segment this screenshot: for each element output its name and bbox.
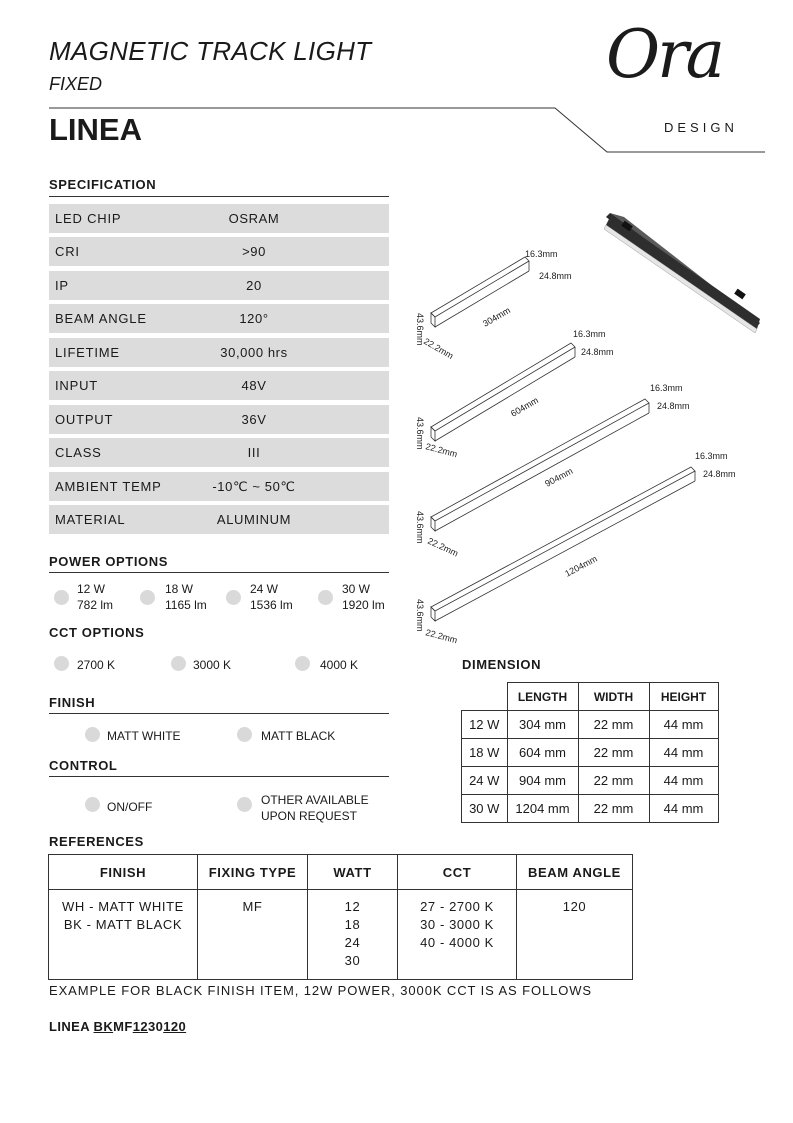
- track-bar-304: [431, 257, 529, 327]
- length-label: 904mm: [543, 465, 575, 489]
- spec-value: 120°: [239, 311, 269, 326]
- table-cell: MF: [198, 890, 308, 980]
- spec-value: >90: [242, 244, 266, 259]
- width-label: 16.3mm: [650, 383, 683, 393]
- spec-row: [49, 371, 389, 400]
- spec-value: 30,000 hrs: [220, 345, 288, 360]
- spec-row: [49, 237, 389, 266]
- height-label: 43.6mm: [415, 417, 425, 450]
- cct-option-label: 3000 K: [193, 658, 232, 672]
- table-cell: 22 mm: [578, 739, 649, 767]
- depth-label: 24.8mm: [703, 469, 736, 479]
- table-row: [49, 890, 633, 980]
- height-label: 43.6mm: [415, 313, 425, 346]
- table-cell: 604 mm: [507, 739, 578, 767]
- table-cell: 44 mm: [649, 711, 718, 739]
- spec-value: 48V: [241, 378, 267, 393]
- spec-row: [49, 438, 389, 467]
- cct-option-label: 2700 K: [77, 658, 116, 672]
- spec-row: [49, 472, 389, 501]
- control-option-radio[interactable]: [237, 797, 252, 812]
- finish-heading: FINISH: [49, 695, 96, 710]
- table-cell: [462, 683, 508, 711]
- table-cell: 1204 mm: [507, 795, 578, 823]
- page-subtitle: FIXED: [49, 74, 103, 94]
- depth-label: 24.8mm: [539, 271, 572, 281]
- spec-label: MATERIAL: [55, 512, 126, 527]
- table-header-cell: FIXING TYPE: [198, 855, 308, 890]
- table-cell: 18 W: [462, 739, 508, 767]
- example-code: LINEA BKMF1230120: [49, 1019, 187, 1034]
- table-row: [462, 795, 719, 823]
- specification-heading: SPECIFICATION: [49, 177, 157, 192]
- ora-logo: Ora: [606, 16, 723, 93]
- table-row: [462, 739, 719, 767]
- control-other-label: OTHER AVAILABLE UPON REQUEST: [261, 793, 369, 823]
- dimension-drawings: [405, 205, 790, 655]
- power-option-label: 18 W 1165 lm: [165, 582, 207, 612]
- spec-row: [49, 405, 389, 434]
- width-label: 16.3mm: [695, 451, 728, 461]
- track-bar-1204: [431, 467, 695, 621]
- section-divider: [49, 196, 389, 197]
- cct-option-radio[interactable]: [54, 656, 69, 671]
- spec-row: [49, 338, 389, 367]
- power-option-label: 30 W 1920 lm: [342, 582, 385, 612]
- references-table: [48, 854, 633, 980]
- track-bar-904: [431, 399, 649, 531]
- spec-label: CLASS: [55, 445, 102, 460]
- spec-label: INPUT: [55, 378, 98, 393]
- table-cell: 22 mm: [578, 767, 649, 795]
- table-cell: 12 18 24 30: [308, 890, 398, 980]
- section-divider: [49, 776, 389, 777]
- cct-option-radio[interactable]: [295, 656, 310, 671]
- length-label: 604mm: [509, 395, 540, 419]
- power-option-label: 12 W 782 lm: [77, 582, 114, 612]
- spec-label: LED CHIP: [55, 211, 122, 226]
- table-cell: 44 mm: [649, 795, 718, 823]
- table-cell: 24 W: [462, 767, 508, 795]
- spec-label: OUTPUT: [55, 412, 114, 427]
- spec-value: 20: [246, 278, 262, 293]
- dimension-table: [461, 682, 719, 823]
- table-header-row: [49, 855, 633, 890]
- width-label: 16.3mm: [573, 329, 606, 339]
- table-row: [462, 767, 719, 795]
- spec-row: [49, 271, 389, 300]
- references-heading: REFERENCES: [49, 834, 144, 849]
- table-cell: 304 mm: [507, 711, 578, 739]
- table-header-cell: WATT: [308, 855, 398, 890]
- finish-option-radio[interactable]: [237, 727, 252, 742]
- table-cell: 30 W: [462, 795, 508, 823]
- table-cell: WH - MATT WHITE BK - MATT BLACK: [49, 890, 198, 980]
- table-header-cell: FINISH: [49, 855, 198, 890]
- table-cell: 44 mm: [649, 767, 718, 795]
- table-header-cell: WIDTH: [578, 683, 649, 711]
- table-cell: 22 mm: [578, 711, 649, 739]
- spec-label: CRI: [55, 244, 80, 259]
- control-heading: CONTROL: [49, 758, 118, 773]
- finish-option-label: MATT BLACK: [261, 729, 336, 743]
- table-cell: 44 mm: [649, 739, 718, 767]
- section-divider: [49, 713, 389, 714]
- spec-value: OSRAM: [228, 211, 280, 226]
- dimension-heading: DIMENSION: [462, 657, 542, 672]
- spec-label: BEAM ANGLE: [55, 311, 147, 326]
- finish-option-label: MATT WHITE: [107, 729, 181, 743]
- side-label: 22.2mm: [424, 441, 459, 460]
- depth-label: 24.8mm: [657, 401, 690, 411]
- table-header-row: [462, 683, 719, 711]
- page-title: MAGNETIC TRACK LIGHT: [49, 36, 372, 66]
- side-label: 22.2mm: [422, 336, 456, 361]
- power-option-radio[interactable]: [140, 590, 155, 605]
- finish-option-radio[interactable]: [85, 727, 100, 742]
- table-row: [462, 711, 719, 739]
- power-option-label: 24 W 1536 lm: [250, 582, 293, 612]
- table-cell: 27 - 2700 K 30 - 3000 K 40 - 4000 K: [398, 890, 517, 980]
- control-option-label: ON/OFF: [107, 800, 153, 814]
- cct-option-label: 4000 K: [320, 658, 359, 672]
- table-header-cell: CCT: [398, 855, 517, 890]
- logo-design-word: DESIGN: [664, 120, 738, 135]
- side-label: 22.2mm: [424, 627, 459, 646]
- spec-value: -10℃ ~ 50℃: [212, 479, 296, 494]
- spec-value: 36V: [241, 412, 267, 427]
- power-option-radio[interactable]: [318, 590, 333, 605]
- spec-row: [49, 304, 389, 333]
- control-option-radio[interactable]: [85, 797, 100, 812]
- spec-label: AMBIENT TEMP: [55, 479, 162, 494]
- power-option-radio[interactable]: [226, 590, 241, 605]
- length-label: 304mm: [481, 305, 512, 329]
- table-header-cell: BEAM ANGLE: [517, 855, 633, 890]
- height-label: 43.6mm: [415, 511, 425, 544]
- length-label: 1204mm: [563, 553, 599, 579]
- depth-label: 24.8mm: [581, 347, 614, 357]
- table-header-cell: HEIGHT: [649, 683, 718, 711]
- spec-label: LIFETIME: [55, 345, 120, 360]
- spec-value: III: [247, 445, 261, 460]
- table-header-cell: LENGTH: [507, 683, 578, 711]
- spec-row: [49, 204, 389, 233]
- cct-options-heading: CCT OPTIONS: [49, 625, 145, 640]
- section-divider: [49, 572, 389, 573]
- product-name: LINEA: [49, 112, 142, 147]
- table-cell: 904 mm: [507, 767, 578, 795]
- spec-row: [49, 505, 389, 534]
- power-options-heading: POWER OPTIONS: [49, 554, 169, 569]
- width-label: 16.3mm: [525, 249, 558, 259]
- spec-value: ALUMINUM: [216, 512, 292, 527]
- example-note: EXAMPLE FOR BLACK FINISH ITEM, 12W POWER, 3000K CCT IS AS FOLLOWS: [49, 983, 592, 998]
- table-cell: 22 mm: [578, 795, 649, 823]
- table-cell: 12 W: [462, 711, 508, 739]
- power-option-radio[interactable]: [54, 590, 69, 605]
- track-bar-604: [431, 343, 575, 441]
- height-label: 43.6mm: [415, 599, 425, 632]
- spec-label: IP: [55, 278, 69, 293]
- product-render: [604, 213, 760, 333]
- side-label: 22.2mm: [426, 535, 460, 559]
- table-cell: 120: [517, 890, 633, 980]
- cct-option-radio[interactable]: [171, 656, 186, 671]
